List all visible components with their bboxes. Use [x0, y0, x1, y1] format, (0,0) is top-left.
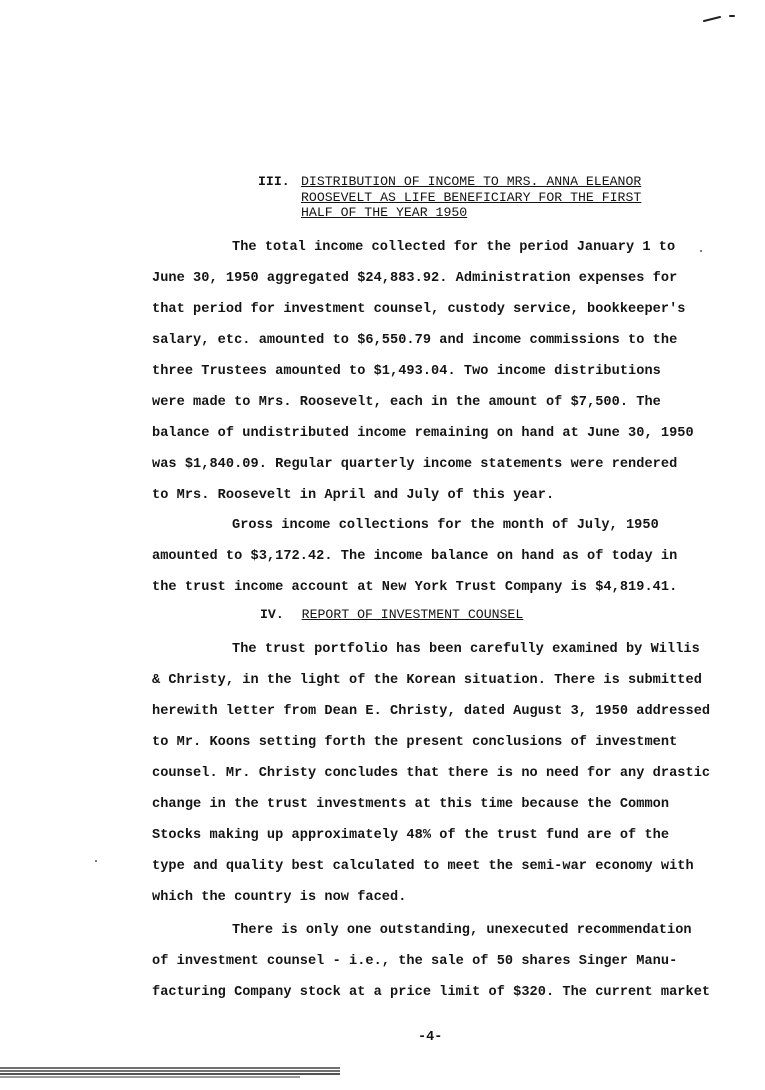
corner-pen-mark — [703, 12, 739, 24]
scan-speck — [95, 860, 97, 862]
text-line: counsel. Mr. Christy concludes that there is no need for any drastic — [152, 766, 711, 781]
scan-speck — [700, 250, 702, 252]
text-line: that period for investment counsel, custody service, bookkeeper's — [152, 302, 686, 317]
text-line: The trust portfolio has been carefully examined by Willis — [232, 642, 700, 657]
paragraph-portfolio-review — [152, 634, 712, 913]
bottom-scan-rule — [0, 1066, 340, 1080]
text-line: amounted to $3,172.42. The income balance on hand as of today in — [152, 549, 678, 564]
text-line: was $1,840.09. Regular quarterly income statements were rendered — [152, 457, 678, 472]
text-line: which the country is now faced. — [152, 890, 407, 905]
text-line: June 30, 1950 aggregated $24,883.92. Administration expenses for — [152, 271, 678, 286]
text-line: herewith letter from Dean E. Christy, dated August 3, 1950 addressed — [152, 704, 711, 719]
paragraph-outstanding-recommendation — [152, 915, 712, 1008]
paragraph-income-collected — [152, 232, 712, 511]
paragraph-july-collections — [152, 510, 712, 603]
section-iv-number: IV. — [260, 607, 284, 622]
text-line: Gross income collections for the month of July, 1950 — [232, 518, 659, 533]
section-iii-title-line: HALF OF THE YEAR 1950 — [301, 205, 468, 220]
text-line: three Trustees amounted to $1,493.04. Two income distributions — [152, 364, 661, 379]
text-line: were made to Mrs. Roosevelt, each in the amount of $7,500. The — [152, 395, 661, 410]
section-iv-title: REPORT OF INVESTMENT COUNSEL — [301, 607, 524, 622]
text-line: There is only one outstanding, unexecuted recommendation — [232, 923, 692, 938]
text-line: & Christy, in the light of the Korean situation. There is submitted — [152, 673, 702, 688]
text-line: type and quality best calculated to meet the semi-war economy with — [152, 859, 694, 874]
section-iv-heading — [260, 607, 523, 622]
text-line: change in the trust investments at this time because the Common — [152, 797, 670, 812]
text-line: The total income collected for the period January 1 to — [232, 240, 676, 255]
text-line: salary, etc. amounted to $6,550.79 and income commissions to the — [152, 333, 678, 348]
text-line: facturing Company stock at a price limit of $320. The current market — [152, 985, 711, 1000]
section-iii-number: III. — [258, 174, 290, 189]
text-line: the trust income account at New York Trust Company is $4,819.41. — [152, 580, 678, 595]
page-number: -4- — [418, 1030, 443, 1045]
text-line: of investment counsel - i.e., the sale of 50 shares Singer Manu- — [152, 954, 678, 969]
section-iii-title-line: ROOSEVELT AS LIFE BENEFICIARY FOR THE FIRST — [301, 189, 642, 205]
text-line: balance of undistributed income remaining on hand at June 30, 1950 — [152, 426, 694, 441]
section-iii-title-line: DISTRIBUTION OF INCOME TO MRS. ANNA ELEANOR — [301, 174, 642, 189]
text-line: to Mrs. Roosevelt in April and July of this year. — [152, 488, 555, 503]
text-line: to Mr. Koons setting forth the present conclusions of investment — [152, 735, 678, 750]
text-line: Stocks making up approximately 48% of the trust fund are of the — [152, 828, 670, 843]
section-iii-title — [301, 174, 656, 221]
